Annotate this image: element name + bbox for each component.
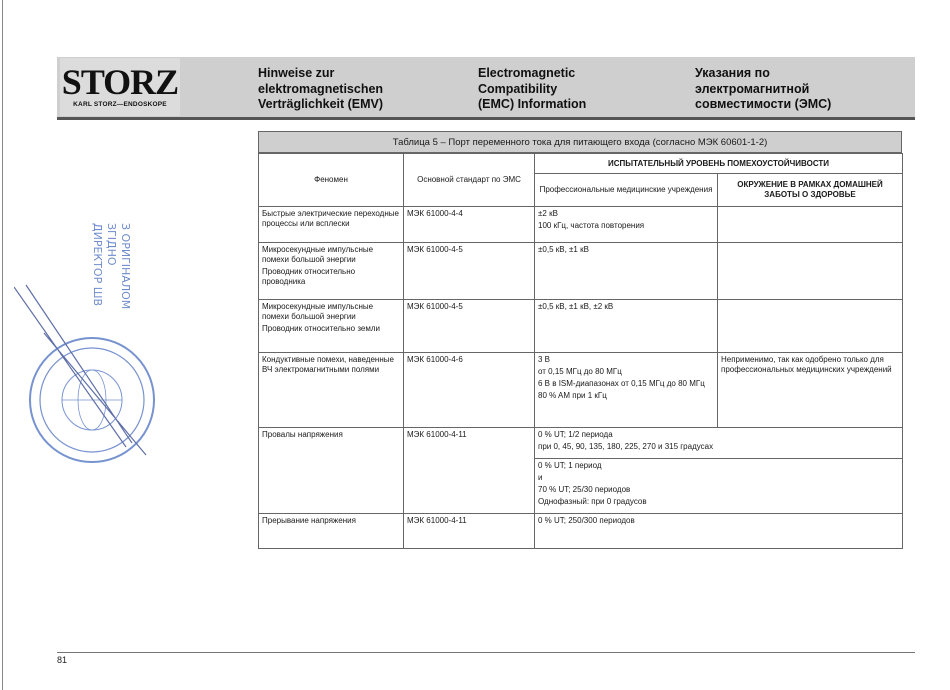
cell-standard: МЭК 61000-4-5 [404, 300, 535, 353]
logo-wordmark: STORZ [61, 62, 179, 102]
cell-phenomenon: Микросекундные импульсные помехи большой энергии Проводник относительно земли [259, 300, 404, 353]
certification-stamp [14, 215, 164, 475]
table-row [259, 243, 903, 300]
header-title-de: Hinweise zur elektromagnetischen Verträglichkeit (EMV) [258, 66, 384, 111]
stamp-text-line-1: З ОРИГІНАЛОМ [119, 223, 132, 310]
header-title-en: Electromagnetic Compatibility (EMC) Information [478, 66, 587, 111]
stamp-text-line-2: ЗГІДНО [105, 223, 118, 266]
cell-phenomenon: Провалы напряжения [259, 428, 404, 514]
header-home: ОКРУЖЕНИЕ В РАМКАХ ДОМАШНЕЙ ЗАБОТЫ О ЗДОРОВЬЕ [718, 174, 903, 207]
cell-standard: МЭК 61000-4-4 [404, 207, 535, 243]
stamp-text-line-3: ДИРЕКТОР ШВ [91, 223, 104, 307]
signature-strokes [14, 285, 146, 455]
page-number: 81 [57, 655, 68, 665]
cell-level: 3 В от 0,15 МГц до 80 МГц 6 В в ISM-диапазонах от 0,15 МГц до 80 МГц 80 % AM при 1 кГц [535, 353, 718, 428]
table-title: Таблица 5 – Порт переменного тока для питающего входа (согласно МЭК 60601-1-2) [258, 131, 902, 153]
cell-level: ±2 кВ 100 кГц, частота повторения [535, 207, 718, 243]
cell-level: ±0,5 кВ, ±1 кВ [535, 243, 718, 300]
cell-level: ±0,5 кВ, ±1 кВ, ±2 кВ [535, 300, 718, 353]
header-standard: Основной стандарт по ЭМС [404, 154, 535, 207]
footer-rule [57, 652, 915, 653]
cell-level: 0 % UT; 250/300 периодов [535, 514, 903, 549]
cell-phenomenon: Быстрые электрические переходные процессы или всплески [259, 207, 404, 243]
cell-home [718, 243, 903, 300]
cell-standard: МЭК 61000-4-11 [404, 514, 535, 549]
header-test-level: ИСПЫТАТЕЛЬНЫЙ УРОВЕНЬ ПОМЕХОУСТОЙЧИВОСТИ [535, 154, 903, 174]
cell-standard: МЭК 61000-4-5 [404, 243, 535, 300]
table-row [259, 300, 903, 353]
table-row [259, 353, 903, 428]
cell-phenomenon: Кондуктивные помехи, наведенные ВЧ электромагнитными полями [259, 353, 404, 428]
left-edge-rule [2, 0, 3, 690]
cell-level: 0 % UT; 1/2 периода при 0, 45, 90, 135, 180, 225, 270 и 315 градусах [535, 428, 903, 459]
table-row [259, 428, 903, 459]
cell-phenomenon: Микросекундные импульсные помехи большой энергии Проводник относительно проводника [259, 243, 404, 300]
emc-table [258, 153, 903, 549]
cell-home [718, 300, 903, 353]
cell-phenomenon: Прерывание напряжения [259, 514, 404, 549]
header-underline [57, 117, 915, 120]
table-header-row [259, 154, 903, 174]
header-professional: Профессиональные медицинские учреждения [535, 174, 718, 207]
header-title-ru: Указания по электромагнитной совместимости (ЭМС) [695, 66, 832, 111]
cell-standard: МЭК 61000-4-6 [404, 353, 535, 428]
cell-home [718, 207, 903, 243]
storz-logo [60, 58, 180, 116]
header-phenomenon: Феномен [259, 154, 404, 207]
table-row [259, 514, 903, 549]
logo-subtitle: KARL STORZ—ENDOSKOPE [73, 101, 167, 108]
table-row [259, 207, 903, 243]
cell-standard: МЭК 61000-4-11 [404, 428, 535, 514]
cell-level: 0 % UT; 1 период и 70 % UT; 25/30 периодов Однофазный: при 0 градусов [535, 459, 903, 514]
cell-home: Неприменимо, так как одобрено только для профессиональных медицинских учреждений [718, 353, 903, 428]
